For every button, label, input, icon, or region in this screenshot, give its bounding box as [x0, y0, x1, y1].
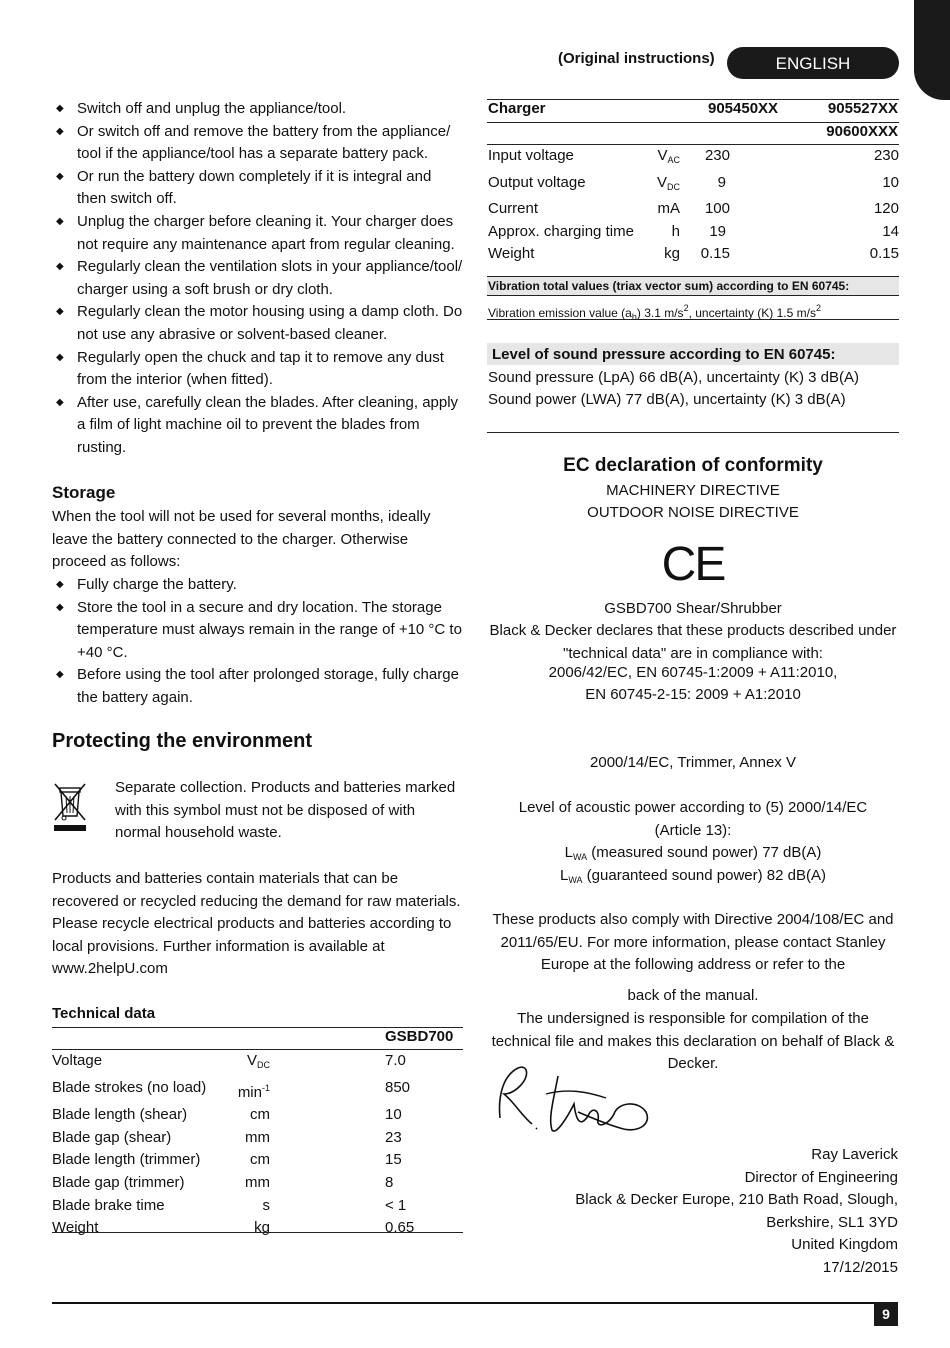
storage-intro: When the tool will not be used for several months, ideally leave the battery connected to the charger. Otherwise proceed as follows:: [52, 508, 431, 571]
environment-body: Products and batteries contain materials that can be recovered or recycled reducing the demand for raw materials. Please recycle electrical products and batteries according to local provisions. Further information is available at www.2helpU.com: [52, 870, 461, 978]
table-row: Voltage $V_{DC}$ 7.0: [52, 1052, 406, 1070]
charger-model-2: 905527XX: [827, 100, 898, 117]
signatory-position: Director of Engineering: [744, 1168, 898, 1186]
separate-collection-text: Separate collection. Products and batteries marked with this symbol must not be disposed of with normal household waste.: [115, 779, 456, 842]
list-item: ◆ Regularly clean the ventilation slots in your appliance/tool/ charger using a soft brush or dry cloth.: [52, 256, 464, 301]
standards-2: EN 60745-2-15: 2009 + A1:2010: [585, 686, 801, 703]
list-item: ◆ Unplug the charger before cleaning it. Your charger does not require any maintenance apart from regular cleaning.: [52, 211, 464, 256]
outdoor-noise-directive: OUTDOOR NOISE DIRECTIVE: [587, 504, 799, 521]
product-name: GSBD700 Shear/Shrubber: [604, 600, 782, 617]
table-row: Approx. charging time h 19 14: [488, 222, 899, 240]
list-item: ◆ Before using the tool after prolonged storage, fully charge the battery again.: [52, 664, 464, 709]
table-row: Weight kg 0.15 0.15: [488, 245, 899, 263]
original-instructions-label: (Original instructions): [558, 50, 715, 67]
list-item: ◆ Switch off and unplug the appliance/tool.: [52, 98, 464, 121]
declaration-date: 17/12/2015: [822, 1258, 898, 1276]
tech-data-heading: Technical data: [52, 1005, 156, 1022]
tech-model: GSBD700: [385, 1028, 454, 1045]
table-row: Blade brake time s < 1: [52, 1196, 407, 1214]
table-row: Blade gap (shear) mm 23: [52, 1128, 402, 1146]
company-country: United Kingdom: [791, 1236, 898, 1254]
table-row: Weight kg 0.65: [52, 1219, 415, 1237]
storage-list: [52, 574, 464, 710]
signatory-name: Ray Laverick: [811, 1146, 898, 1163]
list-item: ◆ Fully charge the battery.: [52, 574, 464, 597]
charger-table: [488, 145, 899, 266]
machinery-directive: MACHINERY DIRECTIVE: [606, 482, 780, 499]
table-row: Current mA 100 120: [488, 200, 899, 218]
acoustic-line-1: Level of acoustic power according to (5) 2000/14/EC: [518, 799, 868, 816]
trimmer-annex: 2000/14/EC, Trimmer, Annex V: [590, 754, 796, 771]
page-number: 9: [874, 1302, 898, 1326]
sound-pressure: Sound pressure (LpA) 66 dB(A), uncertainty (K) 3 dB(A): [488, 369, 860, 386]
crossed-bin-icon: [52, 780, 88, 834]
vibration-heading: Vibration total values (triax vector sum) according to EN 60745:: [487, 277, 899, 295]
vibration-value: Vibration emission value $(a_h)$ 3.1 $m/s^2$, uncertainty (K) 1.5 $m/s^2$: [488, 303, 821, 322]
environment-heading: Protecting the environment: [52, 730, 313, 752]
guaranteed-sound-power: $L_{WA}$ (guaranteed sound power) 82 dB(A): [560, 867, 826, 885]
list-item: ◆ Store the tool in a secure and dry location. The storage temperature must always remain in the range of +10 °C to +40 °C.: [52, 597, 464, 665]
list-item: ◆ Or switch off and remove the battery from the appliance/ tool if the appliance/tool has a separate battery pack.: [52, 121, 464, 166]
language-badge: ENGLISH: [727, 47, 899, 79]
standards-1: 2006/42/EC, EN 60745-1:2009 + A11:2010,: [548, 664, 838, 681]
list-item: ◆ Regularly clean the motor housing using a damp cloth. Do not use any abrasive or solvent-based cleaner.: [52, 301, 464, 346]
list-item: ◆ Or run the battery down completely if it is integral and then switch off.: [52, 166, 464, 211]
charger-heading: Charger: [488, 100, 546, 117]
sound-heading: Level of sound pressure according to EN 60745:: [487, 343, 899, 365]
signature: [488, 1058, 658, 1148]
table-row: Blade strokes (no load) $\min^{-1}$ 850: [52, 1078, 411, 1101]
undersigned-text: The undersigned is responsible for compilation of the technical file and makes this declaration on behalf of Black & Decker.: [491, 1010, 895, 1073]
tech-data-table: [52, 1050, 463, 1240]
list-item: ◆ After use, carefully clean the blades. After cleaning, apply a film of light machine oil to prevent the blades from rusting.: [52, 392, 464, 460]
charger-model-1: 905450XX: [708, 100, 779, 117]
table-row: Output voltage $V_{DC}$ 9 10: [488, 173, 899, 192]
list-item: ◆ Regularly open the chuck and tap it to remove any dust from the interior (when fitted).: [52, 347, 464, 392]
declaration-text: Black & Decker declares that these products described under "technical data" are in compliance with:: [489, 622, 897, 662]
storage-heading: Storage: [52, 483, 116, 502]
table-row: Blade gap (trimmer) mm 8: [52, 1173, 394, 1191]
company-city: Berkshire, SL1 3YD: [766, 1213, 898, 1231]
measured-sound-power: $L_{WA}$ (measured sound power) 77 dB(A): [564, 844, 822, 862]
company-address: Black & Decker Europe, 210 Bath Road, Slough,: [575, 1191, 898, 1209]
sound-power: Sound power (LWA) 77 dB(A), uncertainty (K) 3 dB(A): [488, 391, 846, 408]
table-row: Blade length (trimmer) cm 15: [52, 1151, 402, 1169]
back-of-manual: back of the manual.: [627, 987, 759, 1004]
ec-declaration-title: EC declaration of conformity: [563, 455, 823, 476]
compliance-text: These products also comply with Directive 2004/108/EC and 2011/65/EU. For more information, please contact Stanley Europe at the following address or refer to the: [492, 911, 894, 974]
acoustic-line-2: (Article 13):: [654, 822, 732, 839]
signatory-block: [487, 1144, 898, 1280]
maintenance-list: [52, 98, 464, 460]
table-row: Input voltage $V_{AC}$ 230 230: [488, 147, 899, 165]
table-row: Blade length (shear) cm 10: [52, 1106, 402, 1124]
charger-model-3: 90600XXX: [826, 123, 898, 140]
ce-mark: CE: [661, 538, 725, 591]
corner-tab: [914, 0, 950, 100]
